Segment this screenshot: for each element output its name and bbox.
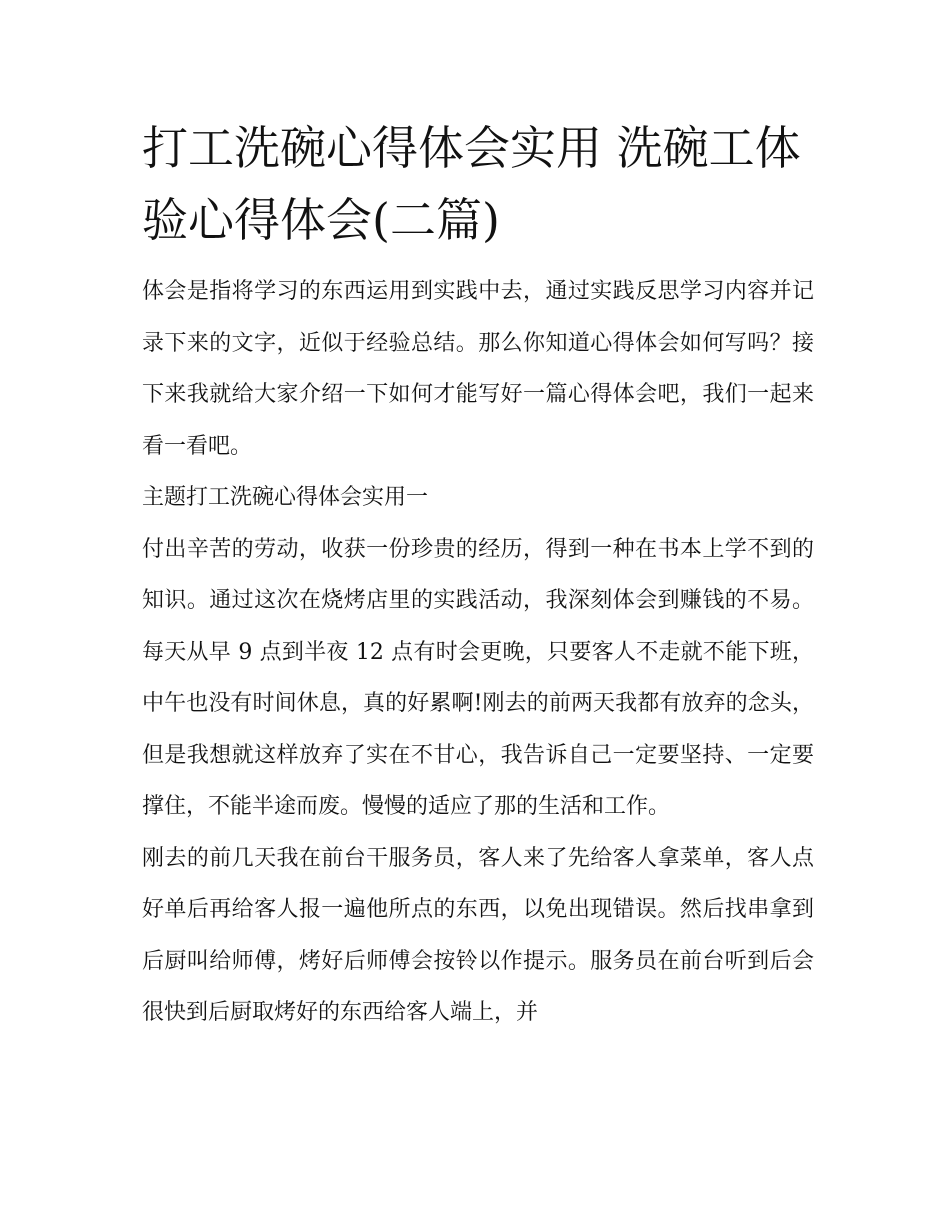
document-body bbox=[142, 266, 814, 1039]
body-paragraph-2: 刚去的前几天我在前台干服务员，客人来了先给客人拿菜单，客人点好单后再给客人报一遍他所点的东西，以免出现错误。然后找串拿到后厨叫给师傅，烤好后师傅会按铃以作提示。服务员在前台听到后会很快到后厨取烤好的东西给客人端上，并 bbox=[142, 845, 814, 1025]
intro-paragraph: 体会是指将学习的东西运用到实践中去，通过实践反思学习内容并记录下来的文字，近似于经验总结。那么你知道心得体会如何写吗？接下来我就给大家介绍一下如何才能写好一篇心得体会吧，我们一起来看一看吧。 bbox=[142, 279, 814, 459]
section-subheading: 主题打工洗碗心得体会实用一 bbox=[142, 485, 429, 510]
document-content bbox=[142, 112, 814, 1039]
body-paragraph-1: 付出辛苦的劳动，收获一份珍贵的经历，得到一种在书本上学不到的知识。通过这次在烧烤店里的实践活动，我深刻体会到赚钱的不易。每天从早 9 点到半夜 12 点有时会更晚，只要客人不走就不能下班，中午也没有时间休息，真的好累啊!刚去的前两天我都有放弃的念头，但是我想就这样放弃了实在不甘心，我告诉自己一定要坚持、一定要撑住，不能半途而废。慢慢的适应了那的生活和工作。 bbox=[142, 536, 814, 819]
document-title: 打工洗碗心得体会实用 洗碗工体验心得体会(二篇) bbox=[142, 121, 801, 247]
